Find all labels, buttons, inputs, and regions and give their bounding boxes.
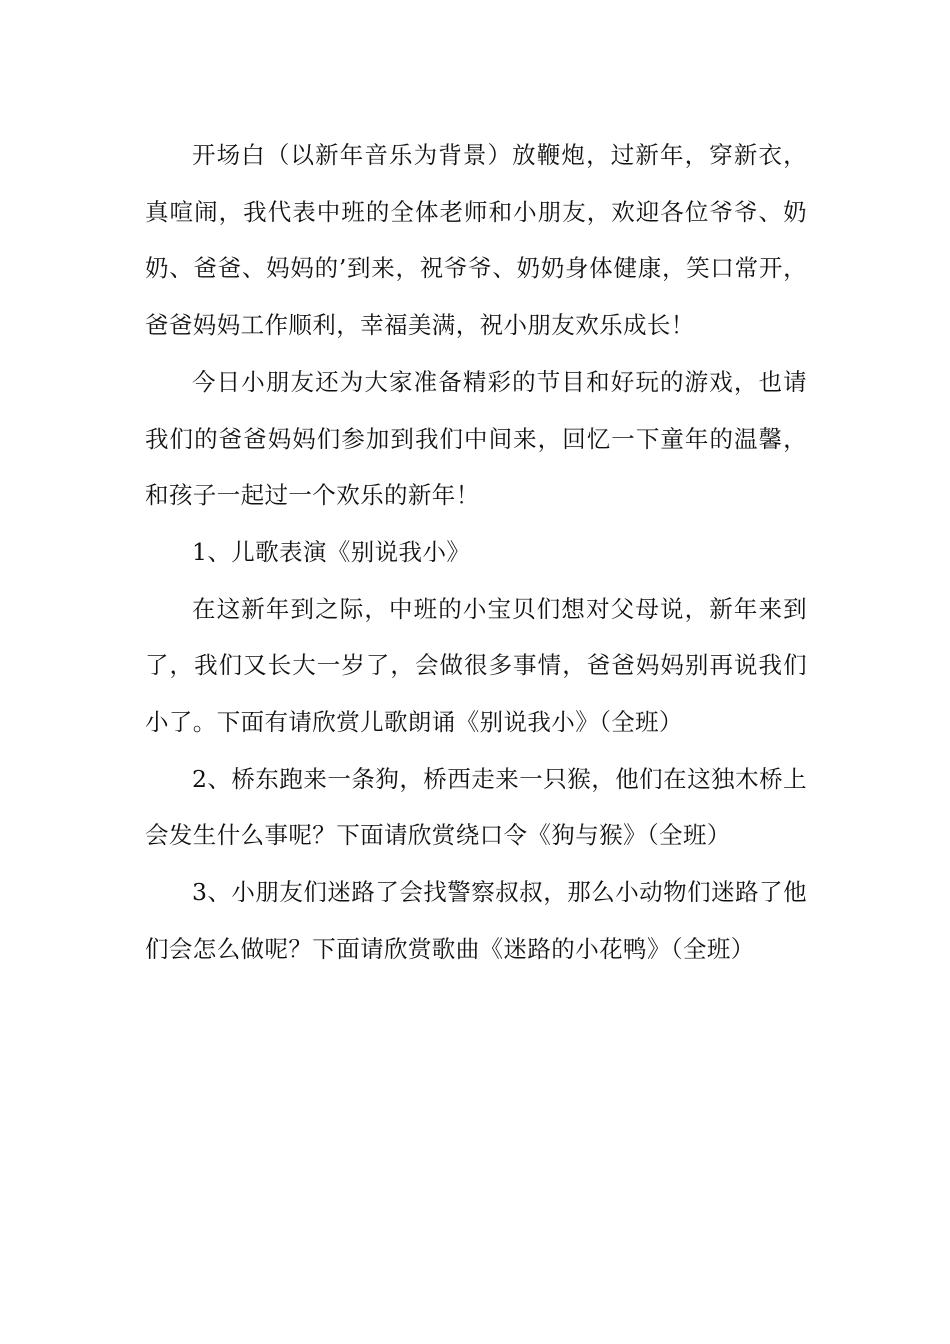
document-body — [145, 127, 807, 978]
paragraph-item-1-desc: 在这新年到之际，中班的小宝贝们想对父母说，新年来到了，我们又长大一岁了，会做很多事情，爸爸妈妈别再说我们小了。下面有请欣赏儿歌朗诵《别说我小》（全班） — [145, 594, 807, 737]
paragraph-item-3: 3、小朋友们迷路了会找警察叔叔，那么小动物们迷路了他们会怎么做呢？下面请欣赏歌曲《迷路的小花鸭》（全班） — [145, 878, 807, 963]
paragraph-intro: 今日小朋友还为大家准备精彩的节目和好玩的游戏，也请我们的爸爸妈妈们参加到我们中间来，回忆一下童年的温馨，和孩子一起过一个欢乐的新年！ — [145, 367, 807, 510]
paragraph-item-2: 2、桥东跑来一条狗，桥西走来一只猴，他们在这独木桥上会发生什么事呢？下面请欣赏绕口令《狗与猴》（全班） — [145, 764, 807, 850]
paragraph-item-1-title: 1、儿歌表演《别说我小》 — [192, 537, 471, 566]
paragraph-opening: 开场白（以新年音乐为背景）放鞭炮，过新年，穿新衣，真喧闹，我代表中班的全体老师和小朋友，欢迎各位爷爷、奶奶、爸爸、妈妈的’到来，祝爷爷、奶奶身体健康，笑口常开，爸爸妈妈工作顺利，幸福美满，祝小朋友欢乐成长！ — [145, 141, 807, 340]
